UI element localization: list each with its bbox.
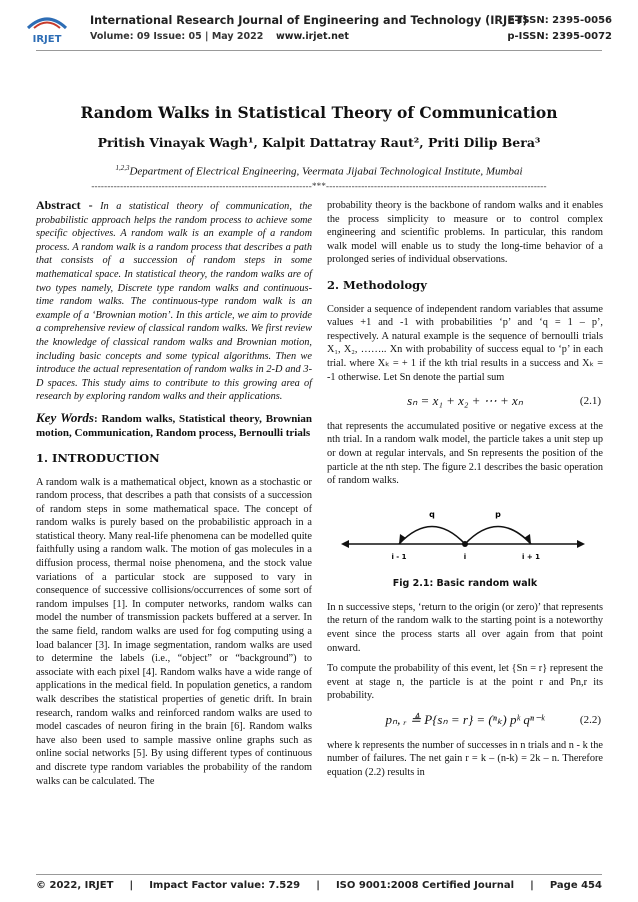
journal-title: International Research Journal of Engineering and Technology (IRJET) (90, 14, 528, 27)
fig-label-left: i - 1 (391, 552, 407, 561)
eissn: e-ISSN: 2395-0056 (507, 15, 612, 26)
equation-2-2-number: (2.2) (579, 714, 601, 727)
abstract-label: Abstract - (36, 198, 93, 212)
figure-caption: Fig 2.1: Basic random walk (392, 578, 538, 590)
right-para-6: where k represents the number of successes in n trials and n - k the number of failures. The net gain r = k – (n-k) = 2k – n. Therefore equation (2.2) results in (327, 739, 603, 778)
intro-heading: 1. INTRODUCTION (36, 450, 160, 465)
keywords-text: : Random walks, Statistical theory, Brownian motion, Communication, Random process, Bernoulli trials (36, 412, 312, 439)
irjet-logo (24, 10, 70, 46)
footer-sep-3: | (530, 880, 534, 891)
equation-2-1-number: (2.1) (579, 395, 601, 408)
left-column (36, 199, 312, 795)
fig-label-p: p (495, 509, 501, 519)
fig-label-mid: i (463, 552, 467, 561)
right-para-3: that represents the accumulated positive or negative excess at the nth trial. In a random walk model, the particle takes a unit step up or down at regular intervals, and Sn represents the position of the particle at the nth step. The figure 2.1 describes the basic operation of random walks. (327, 420, 603, 487)
footer-divider (36, 874, 602, 875)
footer-copyright: © 2022, IRJET (36, 880, 114, 891)
random-walk-figure (327, 503, 603, 565)
right-para-4: In n successive steps, ‘return to the origin (or zero)’ that represents the return of the random walk to the starting point is a noteworthy event since the process starts all over again from that point onward. (327, 601, 603, 654)
right-column (327, 199, 603, 786)
equation-2-1 (327, 394, 603, 408)
footer-sep-1: | (129, 880, 134, 891)
right-para-1: probability theory is the backbone of random walks and it enables the process simplicity to measure or to control complex engineering and scientific problems. In particular, this random walk model will enable us to study the long-time behavior of a prolonged series of individual observations. (327, 200, 603, 266)
svg-text:IRJET: IRJET (32, 34, 62, 45)
footer-sep-2: | (316, 880, 320, 891)
paper-title: Random Walks in Statistical Theory of Communication (80, 103, 558, 122)
volume-issue: Volume: 09 Issue: 05 | May 2022 (90, 31, 264, 42)
footer-iso: ISO 9001:2008 Certified Journal (335, 880, 515, 891)
equation-2-2 (327, 713, 603, 727)
separator-line: ---------------------------------------------------------------------***--------------------------------------------------------------------- (91, 181, 547, 191)
abstract-text: In a statistical theory of communication, the probabilistic approach helps the random process to achieve some specific objectives. A random walk is an example of a random process. A random walk is a random process that describes a path that consists of a succession of random steps in some mathematical space. In statistical theory, the random walks are of two types namely, Discrete type random walks and continuous-time random walks. The continuous-type random walk is an example of a ‘Brownian motion’. In this article, we aim to provide a comprehensive review of classical random walks. We first review the knowledge of classical random walks and Brownian motion, including basic concepts and some typical algorithms. Then we introduce the actual representation of random walks in 2-D and 3-D spaces. This study aims to contribute to this growing area of research by exploring random walks and their applications. (36, 201, 312, 403)
equation-2-1-body: sₙ = x₁ + x₂ + ⋯ + xₙ (407, 393, 523, 409)
fig-label-right: i + 1 (521, 552, 541, 561)
right-para-2: Consider a sequence of independent random variables that assume values +1 and -1 with probabilities ‘p’ and ‘q = 1 – p’, respectively. A natural example is the sequence of bernoulli trials X₁, X₂, …….. Xn with probability of success equal to ‘p’ in each trial. where Xₖ = + 1 if the kth trial results in a success and Xₖ = -1 otherwise. Let Sn denote the partial sum (327, 303, 603, 383)
methodology-heading: 2. Methodology (327, 277, 427, 292)
footer (36, 880, 602, 891)
fig-label-q: q (429, 509, 435, 519)
header-divider (36, 50, 602, 51)
abstract (36, 199, 312, 404)
right-para-5: To compute the probability of this event, let {Sn = r} represent the event at stage n, the particle is at the point r and Pn,r its probability. (327, 663, 603, 702)
footer-impact: Impact Factor value: 7.529 (149, 880, 301, 891)
intro-text: A random walk is a mathematical object, known as a stochastic or random process, that describes a path that consists of a succession of random steps in some mathematical space. The concept of random walks is purely based on the probabilistic approach in a statistical theory. Many real-life phenomena can be modelled quite faithfully using a random walk. The motion of gas molecules in a diffusion process, thermal noise phenomena, and the stock value variations of a particular stock are supposed to vary in consequence of successive collisions/occurrences of some sort of random impulses [1]. In computer networks, random walks can model the number of transmission packets buffered at a server. In the same field, random walks are used for fog computing using a load balancer [3]. In image segmentation, random walks are used to determine the labels (i.e., “object” or “background”) to associate with each pixel [4]. Random walks have a wide range of applications in the medical field. In population genetics, a random walk describes the statistical properties of genetic drift. In brain research, random walks and reinforced random walks are used to model cascades of neuron firing in the brain [6]. Random walks have also been used to sample massive online graphs such as online social networks [5]. By using different types of continuous and discrete type random variables the probability of the random walks can be calculated. The (36, 476, 312, 787)
affiliation (0, 164, 638, 178)
equation-2-2-body: pₙ, ᵣ ≜ P{sₙ = r} = (ⁿₖ) pᵏ qⁿ⁻ᵏ (385, 712, 545, 728)
affiliation-sup: 1,2,3 (115, 164, 130, 172)
keywords (36, 411, 312, 440)
footer-page: Page 454 (549, 880, 602, 891)
website-link[interactable]: www.irjet.net (276, 31, 349, 42)
paper-authors: Pritish Vinayak Wagh¹, Kalpit Dattatray Raut², Priti Dilip Bera³ (97, 135, 541, 150)
affiliation-text: Department of Electrical Engineering, Veermata Jijabai Technological Institute, Mumbai (129, 165, 523, 178)
pissn: p-ISSN: 2395-0072 (507, 31, 612, 42)
keywords-label: Key Words (36, 409, 94, 425)
